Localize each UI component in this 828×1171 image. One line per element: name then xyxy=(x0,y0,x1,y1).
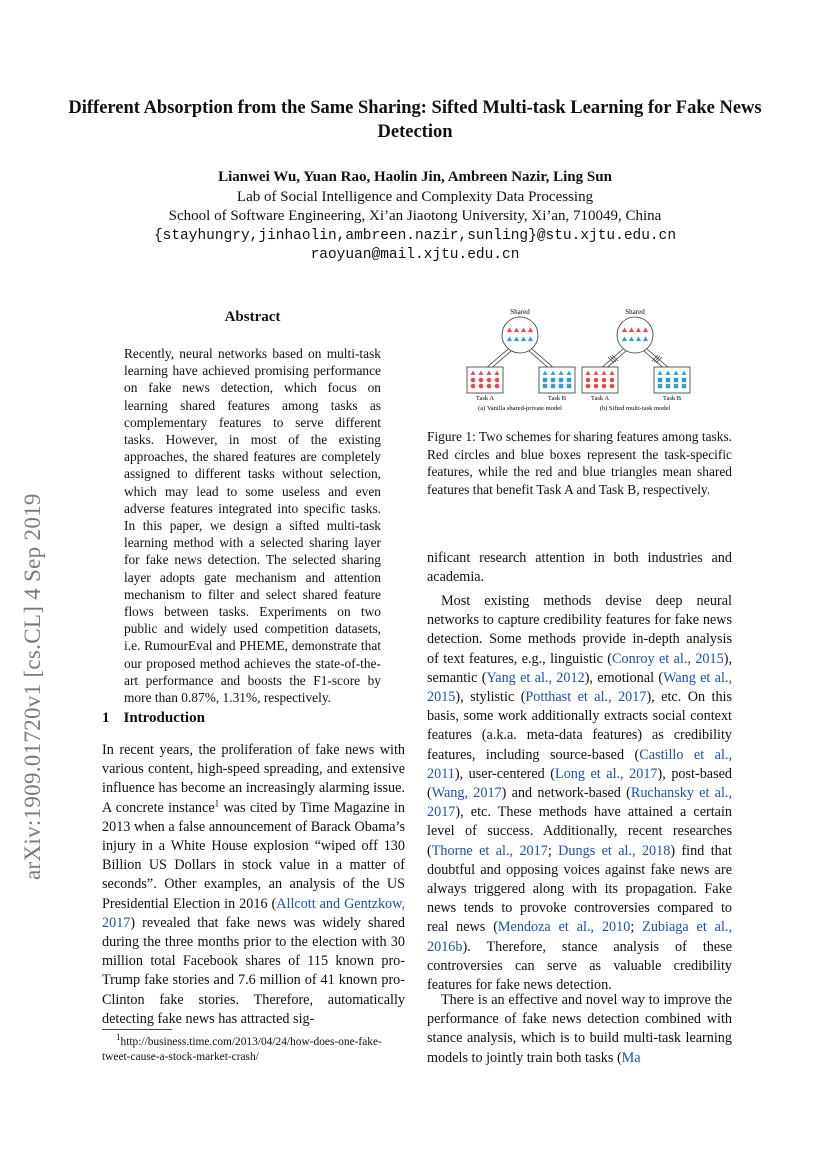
arrow-a-right xyxy=(532,349,555,369)
paragraph-text: ), etc. These methods have attained a certain level of success. Additionally, recent researches ( xyxy=(427,804,732,859)
feature-circle xyxy=(479,384,484,389)
footnote xyxy=(102,1032,405,1065)
feature-box xyxy=(559,378,563,382)
footnote-rule xyxy=(102,1029,172,1030)
feature-circle xyxy=(610,378,615,383)
figure-1-diagram xyxy=(463,305,695,417)
feature-box xyxy=(567,378,571,382)
author-list: Lianwei Wu, Yuan Rao, Haolin Jin, Ambreen Nazir, Ling Sun xyxy=(218,169,612,185)
feature-box xyxy=(551,378,555,382)
feature-circle xyxy=(479,378,484,383)
subfigure-a-caption: (a) Vanilla shared-private model xyxy=(478,405,562,412)
feature-box xyxy=(559,384,563,388)
feature-box xyxy=(682,384,686,388)
feature-box xyxy=(543,384,547,388)
paragraph-text: ) find that doubtful and opposing voices against fake news are always triggered along with its propagation. Fake news tends to provoke controversies compared to real news ( xyxy=(427,842,732,936)
paragraph-text: ). Therefore, stance analysis of these controversies can serve as valuable credibility features for fake news detection. xyxy=(427,938,732,994)
feature-circle xyxy=(586,378,591,383)
task-b-label: Task B xyxy=(547,395,567,402)
panel-b xyxy=(582,308,690,412)
paragraph-text: ), emotional ( xyxy=(584,669,664,686)
task-a-label: Task A xyxy=(475,395,495,402)
intro-text: ) revealed that fake news was widely shared during the three months prior to the election with 30 million total Facebook shares of 115 known pro-Trump fake stories and 7.6 million of 41 known pro-Clinton fake stories. Therefore, automatically detecting fake news has attracted sig- xyxy=(102,914,405,1027)
feature-circle xyxy=(602,378,607,383)
section-heading xyxy=(102,710,205,727)
paragraph-text: ), user-centered ( xyxy=(454,765,556,782)
feature-circle xyxy=(471,378,476,383)
feature-circle xyxy=(471,384,476,389)
citation-link[interactable]: Castillo et al., 2011 xyxy=(427,746,732,782)
paragraph-text: ), post-based ( xyxy=(427,765,732,802)
paragraph-text: ), semantic ( xyxy=(427,650,732,686)
feature-box xyxy=(666,378,670,382)
feature-box xyxy=(567,384,571,388)
citation-link[interactable]: Zubiaga et al., 2016b xyxy=(427,919,733,955)
feature-box xyxy=(682,378,686,382)
affiliation-lab: Lab of Social Intelligence and Complexity Data Processing xyxy=(236,189,594,205)
shared-label-a: Shared xyxy=(510,308,530,316)
citation-link[interactable]: Ruchansky et al., 2017 xyxy=(427,785,732,821)
panel-a xyxy=(467,308,575,412)
footnote-number: 1 xyxy=(116,1032,121,1043)
paragraph-text: ; xyxy=(547,842,559,859)
task-a-label: Task A xyxy=(590,395,610,402)
feature-circle xyxy=(487,384,492,389)
section-title: Introduction xyxy=(123,710,205,726)
paper-title: Different Absorption from the Same Sharing: Sifted Multi-task Learning for Fake News Detection xyxy=(68,98,762,142)
citation-link[interactable]: Conroy et al., 2015 xyxy=(612,650,724,667)
feature-box xyxy=(666,384,670,388)
citation-link[interactable]: Allcott and Gentzkow, 2017 xyxy=(102,895,405,931)
footnote-url[interactable]: http://business.time.com/2013/04/24/how-does-one-fake-tweet-cause-a-stock-market-crash/ xyxy=(102,1036,382,1063)
section-number: 1 xyxy=(102,710,110,726)
citation-link[interactable]: Thorne et al., 2017 xyxy=(431,842,548,859)
feature-circle xyxy=(610,384,615,389)
citation-link[interactable]: Mendoza et al., 2010 xyxy=(497,919,631,936)
related-work-paragraph xyxy=(427,592,732,995)
feature-box xyxy=(551,384,555,388)
abstract-text: Recently, neural networks based on multi-task learning have achieved promising performance on fake news detection, which focus on learning shared features among tasks as complementary features to serve different tasks. However, in most of the existing approaches, the shared features are completely assigned to different tasks without selection, which may lead to some useless and even adverse features integrated into specific tasks. In this paper, we design a sifted multi-task learning method with a selected sharing layer for fake news detection. The selected sharing layer adopts gate mechanism and attention mechanism to filter and select shared feature flows between tasks. Experiments on two public and widely used competition datasets, i.e. RumourEval and PHEME, demonstrate that our proposed method achieves the state-of-the-art performance and boosts the F1-score by more than 0.87%, 1.31%, respectively. xyxy=(124,346,381,706)
paragraph-text: ; xyxy=(630,919,643,936)
feature-circle xyxy=(495,378,500,383)
arrow-a-left xyxy=(485,349,508,369)
shared-label-b: Shared xyxy=(625,308,645,316)
citation-link[interactable]: Dungs et al., 2018 xyxy=(558,842,671,859)
feature-box xyxy=(674,384,678,388)
corresponding-email: raoyuan@mail.xjtu.edu.cn xyxy=(310,247,520,263)
arrow-b-left xyxy=(600,349,623,369)
intro-text: In recent years, the proliferation of fake news with various content, high-speed spreading, and extensive influence has become an increasingly alarming issue. A concrete instance xyxy=(102,742,405,816)
citation-link[interactable]: Yang et al., 2012 xyxy=(486,669,585,686)
feature-circle xyxy=(495,384,500,389)
paragraph-text: There is an effective and novel way to improve the performance of fake news detection combined with stance analysis, which is to build multi-task learning models to jointly train both tasks ( xyxy=(427,992,732,1066)
paragraph-text: ) and network-based ( xyxy=(501,785,631,802)
task-b-label: Task B xyxy=(662,395,682,402)
intro-text: was cited by Time Magazine in 2013 when a false announcement of Barack Obama’s injury in a White House explosion “wiped off 130 Billion US Dollars in stock value in a matter of seconds”. Other examples, an analysis of the US Presidential Election in 2016 ( xyxy=(102,799,405,912)
affiliation-school: School of Software Engineering, Xi’an Jiaotong University, Xi’an, 710049, China xyxy=(168,208,662,224)
shared-circle-a xyxy=(502,317,538,353)
feature-circle xyxy=(594,384,599,389)
paragraph-text: ), etc. On this basis, some work additionally extracts social context features (a.k.a. meta-data features) as credibility features, including source-based ( xyxy=(427,689,732,763)
author-emails: {stayhungry,jinhaolin,ambreen.nazir,sunling}@stu.xjtu.edu.cn xyxy=(153,228,677,244)
feature-circle xyxy=(594,378,599,383)
feature-circle xyxy=(586,384,591,389)
feature-circle xyxy=(602,384,607,389)
paragraph-text: Most existing methods devise deep neural networks to capture credibility features for fake news detection. Some methods provide in-depth analysis of text features, e.g., linguistic ( xyxy=(427,593,732,667)
feature-box xyxy=(674,378,678,382)
intro-continuation: nificant research attention in both industries and academia. xyxy=(427,550,732,586)
feature-box xyxy=(658,378,662,382)
intro-paragraph xyxy=(102,741,405,1029)
arxiv-stamp: arXiv:1909.01720v1 [cs.CL] 4 Sep 2019 xyxy=(20,493,45,880)
feature-box xyxy=(543,378,547,382)
citation-link[interactable]: Potthast et al., 2017 xyxy=(525,689,647,706)
figure-caption: Figure 1: Two schemes for sharing features among tasks. Red circles and blue boxes represent the task-specific features, while the red and blue triangles mean shared features that benefit Task A and Task B, respectively. xyxy=(427,429,732,497)
paragraph-text: ), stylistic ( xyxy=(455,689,526,706)
subfigure-b-caption: (b) Sifted multi-task model xyxy=(599,405,671,412)
arrow-b-right xyxy=(647,349,670,369)
citation-link[interactable]: Wang et al., 2015 xyxy=(427,669,733,706)
feature-circle xyxy=(487,378,492,383)
abstract-heading: Abstract xyxy=(224,309,281,325)
citation-link[interactable]: Long et al., 2017 xyxy=(555,765,658,782)
feature-box xyxy=(658,384,662,388)
citation-link[interactable]: Wang, 2017 xyxy=(431,785,502,802)
footnote-mark[interactable]: 1 xyxy=(214,797,220,808)
citation-link[interactable]: Ma xyxy=(621,1049,641,1066)
shared-circle-b xyxy=(617,317,653,353)
multitask-paragraph xyxy=(427,991,732,1068)
